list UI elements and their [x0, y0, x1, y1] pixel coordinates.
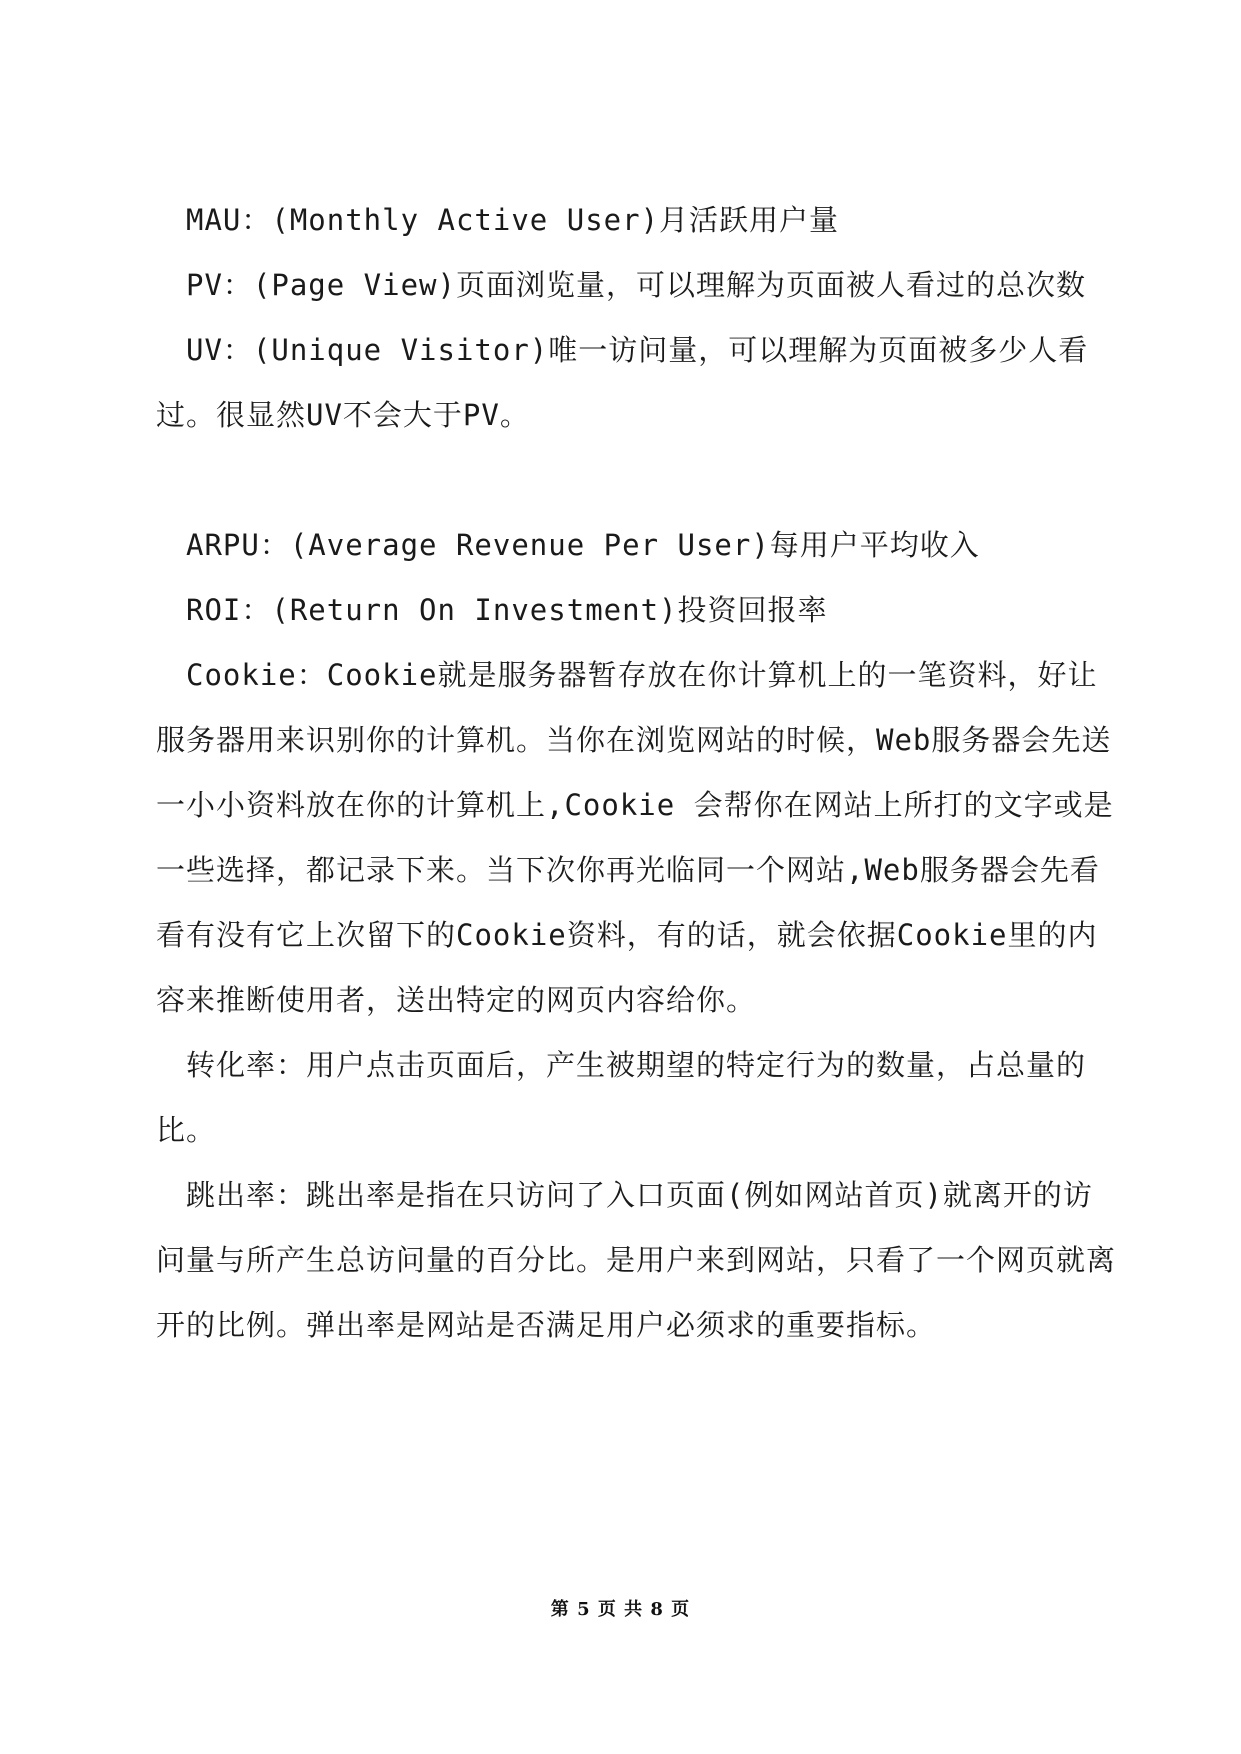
paragraph-conversion-rate: 转化率：用户点击页面后，产生被期望的特定行为的数量，占总量的比。	[156, 1048, 1087, 1147]
page-number-footer: 第 5 页 共 8 页	[550, 1599, 691, 1620]
paragraph-bounce-rate: 跳出率：跳出率是指在只访问了入口页面(例如网站首页)就离开的访问量与所产生总访问量的百分比。是用户来到网站，只看了一个网页就离开的比例。弹出率是网站是否满足用户必须求的重要指标。	[156, 1178, 1117, 1342]
paragraph-pv: PV：(Page View)页面浏览量，可以理解为页面被人看过的总次数	[186, 268, 1086, 302]
paragraph-cookie: Cookie：Cookie就是服务器暂存放在你计算机上的一笔资料，好让服务器用来识别你的计算机。当你在浏览网站的时候，Web服务器会先送一小小资料放在你的计算机上,Cookie 会帮你在网站上所打的文字或是一些选择，都记录下来。当下次你再光临同一个网站,Web服务器会先看看有没有它上次留下的Cookie资料，有的话，就会依据Cookie里的内容来推断使用者，送出特定的网页内容给你。	[156, 658, 1114, 1017]
paragraph-spacer	[156, 448, 1116, 513]
paragraph-arpu: ARPU：(Average Revenue Per User)每用户平均收入	[186, 528, 980, 562]
paragraph-uv: UV：(Unique Visitor)唯一访问量，可以理解为页面被多少人看过。很显然UV不会大于PV。	[156, 333, 1089, 432]
paragraph-mau: MAU：(Monthly Active User)月活跃用户量	[186, 203, 840, 237]
document-body	[156, 188, 1116, 1358]
paragraph-roi: ROI：(Return On Investment)投资回报率	[186, 593, 828, 627]
